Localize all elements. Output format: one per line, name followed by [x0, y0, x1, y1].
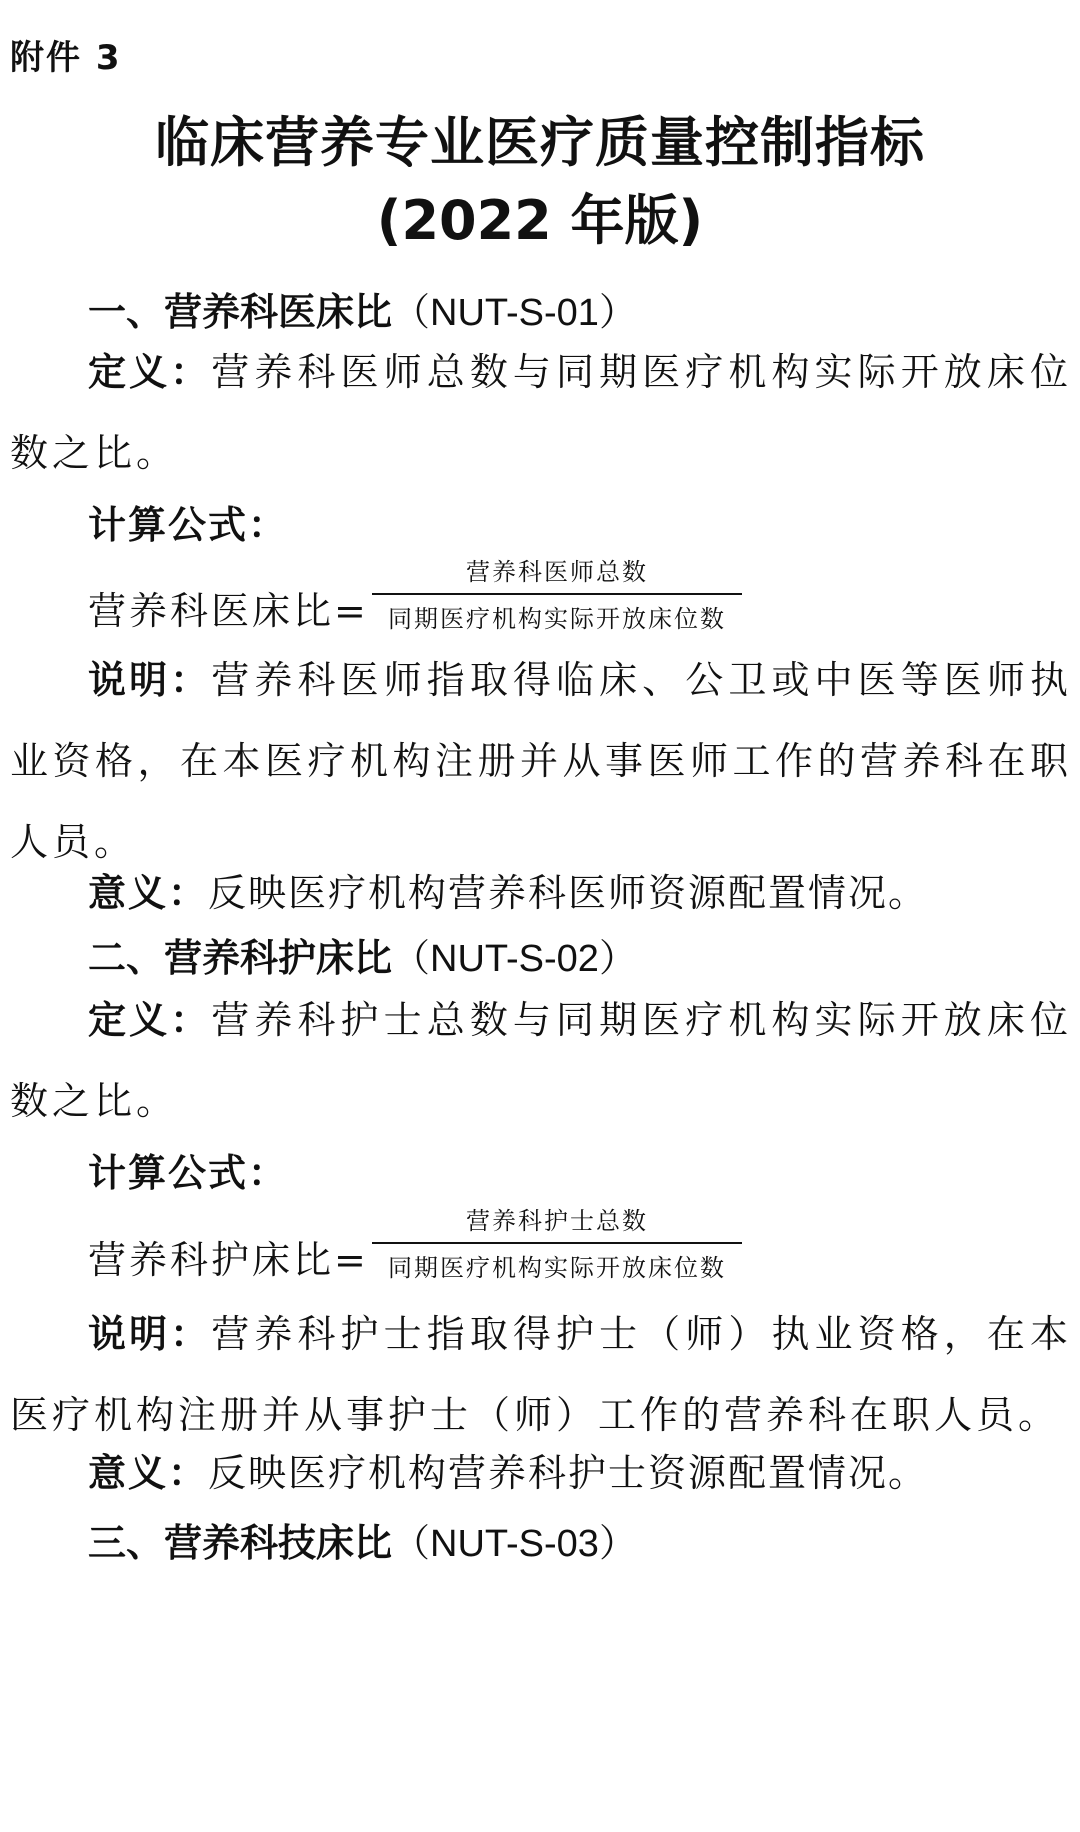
- formula-lhs: 营养科护床比=: [88, 1238, 369, 1282]
- note-text: 营养科护士指取得护士（师）执业资格，在本医疗机构注册并从事护士（师）工作的营养科在职人员。: [10, 1312, 1072, 1437]
- note-paragraph-2: [10, 1294, 1072, 1456]
- document-subtitle: (2022 年版): [376, 189, 704, 252]
- fraction-bar: [372, 1242, 742, 1244]
- section-code: （NUT-S-03）: [392, 1523, 637, 1565]
- definition-text: 营养科医师总数与同期医疗机构实际开放床位数之比。: [10, 350, 1072, 475]
- section-title: 三、营养科技床比: [88, 1521, 393, 1565]
- formula-label-2: 计算公式：: [88, 1151, 289, 1195]
- formula-2: [88, 1205, 808, 1295]
- section-heading-3: [88, 1512, 637, 1567]
- note-label: 说明：: [88, 1312, 212, 1356]
- fraction: [372, 1205, 742, 1284]
- fraction-denominator: 同期医疗机构实际开放床位数: [388, 605, 726, 633]
- formula-label-1: 计算公式：: [88, 503, 289, 547]
- definition-paragraph-2: [10, 980, 1072, 1142]
- definition-text: 营养科护士总数与同期医疗机构实际开放床位数之比。: [10, 998, 1072, 1123]
- document-title: 临床营养专业医疗质量控制指标: [155, 111, 925, 174]
- note-paragraph-1: [10, 640, 1072, 883]
- definition-label: 定义：: [88, 350, 212, 394]
- section-heading-1: [88, 281, 637, 336]
- section-code: （NUT-S-01）: [392, 292, 637, 334]
- meaning-text: 反映医疗机构营养科医师资源配置情况。: [208, 871, 929, 915]
- section-title: 二、营养科护床比: [88, 936, 393, 980]
- meaning-line-1: [88, 862, 928, 917]
- formula-1: [88, 556, 808, 646]
- section-code: （NUT-S-02）: [392, 938, 637, 980]
- definition-paragraph-1: [10, 332, 1072, 494]
- note-label: 说明：: [88, 658, 212, 702]
- fraction: [372, 556, 742, 635]
- fraction-numerator: 营养科医师总数: [466, 558, 648, 586]
- meaning-line-2: [88, 1442, 928, 1497]
- section-title: 一、营养科医床比: [88, 290, 393, 334]
- meaning-label: 意义：: [88, 871, 209, 915]
- fraction-denominator: 同期医疗机构实际开放床位数: [388, 1254, 726, 1282]
- note-text: 营养科医师指取得临床、公卫或中医等医师执业资格，在本医疗机构注册并从事医师工作的营养科在职人员。: [10, 658, 1072, 864]
- formula-lhs: 营养科医床比=: [88, 589, 369, 633]
- meaning-label: 意义：: [88, 1451, 209, 1495]
- definition-label: 定义：: [88, 998, 212, 1042]
- meaning-text: 反映医疗机构营养科护士资源配置情况。: [208, 1451, 929, 1495]
- fraction-numerator: 营养科护士总数: [466, 1207, 648, 1235]
- section-heading-2: [88, 927, 637, 982]
- fraction-bar: [372, 593, 742, 595]
- attachment-label: 附件 3: [10, 38, 122, 78]
